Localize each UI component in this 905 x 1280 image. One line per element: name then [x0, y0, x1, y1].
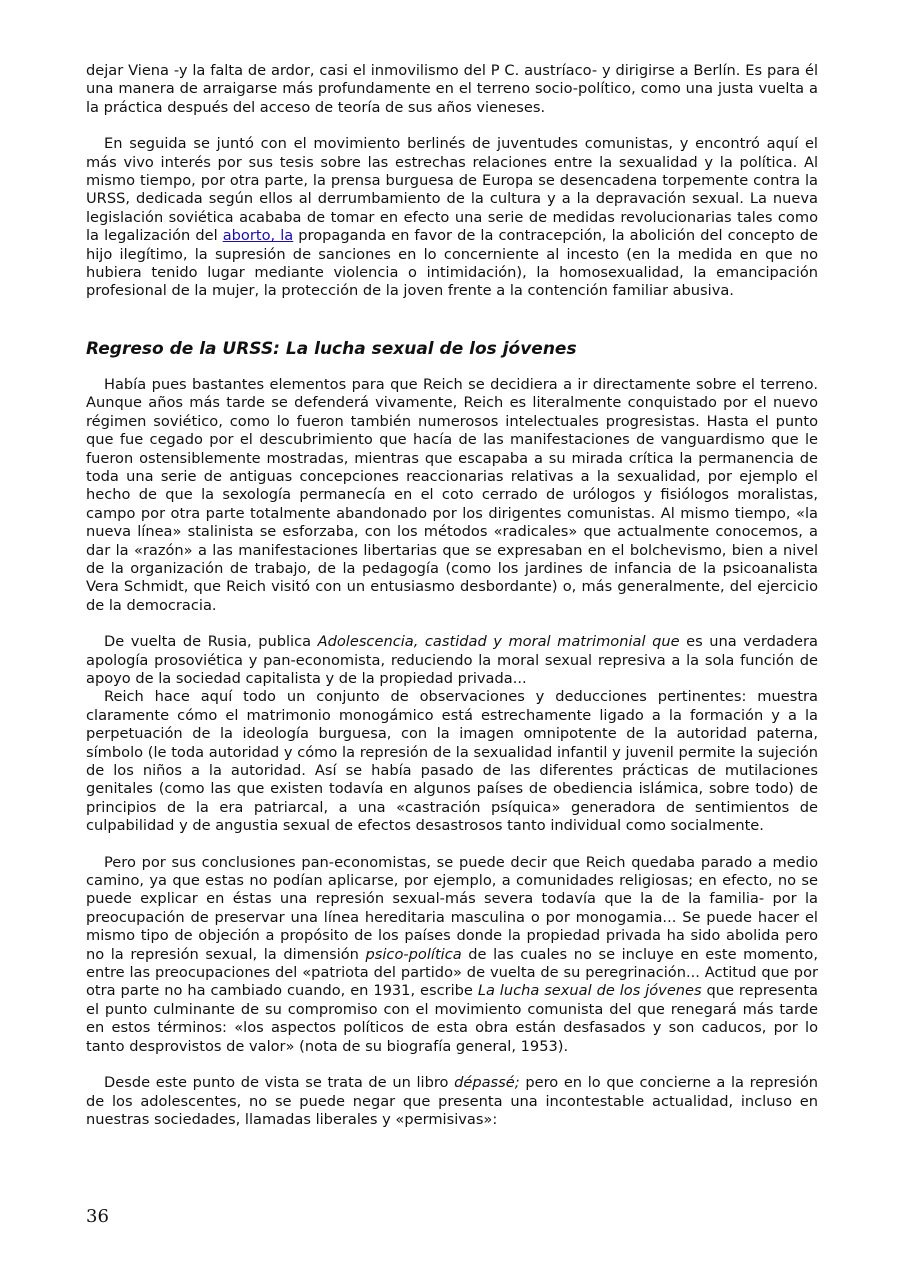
paragraph-6-text-b: de las cuales no se incluye en este momento, entre las preocupaciones del «patriota del partido» de vuelta de su peregrinación... Actitud que por otra parte no ha cambiado cuando, en 1931, escribe [86, 945, 819, 1000]
book-title-lucha-sexual: La lucha sexual de los jóvenes [477, 982, 702, 1000]
paragraph-2 [86, 135, 818, 301]
paragraph-2-text-a: En seguida se juntó con el movimiento berlinés de juventudes comunistas, y encontró aquí el más vivo interés por sus tesis sobre las estrechas relaciones entre la sexualidad y la política. Al mismo tiempo, por otra parte, la prensa burguesa de Europa se desencadena torpemente contra la URSS, dedicada según ellos al derrumbamiento de la cultura y a la depravación sexual. La nueva legislación soviética acababa de tomar en efecto una serie de medidas revolucionarias tales como la legalización del [86, 135, 818, 245]
paragraph-1: dejar Viena -y la falta de ardor, casi el inmovilismo del P C. austríaco- y dirigirse a Berlín. Es para él una manera de arraigarse más profundamente en el terreno socio-político, como una justa vuelta a la práctica después del acceso de teoría de sus años vieneses. [86, 62, 818, 116]
page-number: 36 [86, 1206, 109, 1227]
paragraph-5: Reich hace aquí todo un conjunto de observaciones y deducciones pertinentes: muestra claramente cómo el matrimonio monogámico está estrechamente ligado a la formación y a la perpetuación de la ideología burguesa, con la imagen omnipotente de la autoridad paterna, símbolo (le toda autoridad y cómo la represión de la sexualidad infantil y juvenil permite la sujeción de los niños a la autoridad. Así se había pasado de las diferentes prácticas de mutilaciones genitales (como las que existen todavía en algunos países de obediencia islámica, sobre todo) de principios de la era patriarcal, a una «castración psíquica» generadora de sentimientos de culpabilidad y de angustia sexual de efectos desastrosos tanto individual como socialmente. [86, 688, 818, 835]
section-heading: Regreso de la URSS: La lucha sexual de los jóvenes [86, 338, 577, 359]
paragraph-4-text-b: es una verdadera apología prosoviética y pan-economista, reduciendo la moral sexual represiva a la sola función de apoyo de la sociedad capitalista y de la propiedad privada... [86, 633, 818, 687]
term-psico-politica: psico-política [365, 945, 462, 963]
paragraph-4 [86, 633, 818, 688]
paragraph-6-text-a: Pero por sus conclusiones pan-economistas, se puede decir que Reich quedaba parado a medio camino, ya que estas no podían aplicarse, por ejemplo, a comunidades religiosas; en efecto, no se puede explicar en éstas una represión sexual-más severa todavía que la de la familia- por la preocupación de preservar una línea hereditaria masculina o por monogamia... Se puede hacer el mismo tipo de objeción a propósito de los países donde la propiedad privada ha sido abolida pero no la represión sexual, la dimensión [86, 853, 818, 963]
paragraph-7-text-b: pero en lo que concierne a la represión de los adolescentes, no se puede negar que presenta una incontestable actualidad, incluso en nuestras sociedades, llamadas liberales y «permisivas»: [86, 1074, 819, 1128]
paragraph-4-text-a: De vuelta de Rusia, publica [104, 633, 318, 651]
aborto-link[interactable]: aborto, la [222, 227, 294, 245]
term-depasse: dépassé; [454, 1074, 520, 1092]
paragraph-7 [86, 1074, 818, 1129]
paragraph-6-text-c: que representa el punto culminante de su compromiso con el movimiento comunista del que renegará más tarde en estos términos: «los aspectos políticos de esta obra están desfasados y son caducos, por lo tanto desprovistos de valor» (nota de su biografía general, 1953). [86, 982, 818, 1055]
book-title-adolescencia: Adolescencia, castidad y moral matrimonial que [317, 633, 680, 651]
paragraph-2-text-b: propaganda en favor de la contracepción, la abolición del concepto de hijo ilegítimo, la supresión de sanciones en lo concerniente al incesto (en la medida en que no hubiera tenido lugar mediante violencia o intimidación), la homosexualidad, la emancipación profesional de la mujer, la protección de la joven frente a la contención familiar abusiva. [86, 227, 819, 300]
document-body [86, 62, 818, 1129]
paragraph-7-text-a: Desde este punto de vista se trata de un libro [104, 1074, 455, 1092]
paragraph-3: Había pues bastantes elementos para que Reich se decidiera a ir directamente sobre el terreno. Aunque años más tarde se defenderá vivamente, Reich es literalmente conquistado por el nuevo régimen soviético, como lo fueron también numerosos intelectuales progresistas. Hasta el punto que fue cegado por el descubrimiento que hacía de las manifestaciones de vanguardismo que le fueron ostensiblemente mostradas, mientras que escapaba a su mirada crítica la permanencia de toda una serie de antiguas concepciones reaccionarias relativas a la sexualidad, por ejemplo el hecho de que la sexología permanecía en el coto cerrado de urólogos y fisiólogos moralistas, campo por otra parte totalmente abandonado por los dirigentes comunistas. Al mismo tiempo, «la nueva línea» stalinista se esforzaba, con los métodos «radicales» que actualmente conocemos, a dar la «razón» a las manifestaciones libertarias que se expresaban en el bolchevismo, bien a nivel de la organización de trabajo, de la pedagogía (como los jardines de infancia de la psicoanalista Vera Schmidt, que Reich visitó con un entusiasmo desbordante) o, más generalmente, del ejercicio de la democracia. [86, 375, 818, 614]
paragraph-6 [86, 854, 818, 1056]
